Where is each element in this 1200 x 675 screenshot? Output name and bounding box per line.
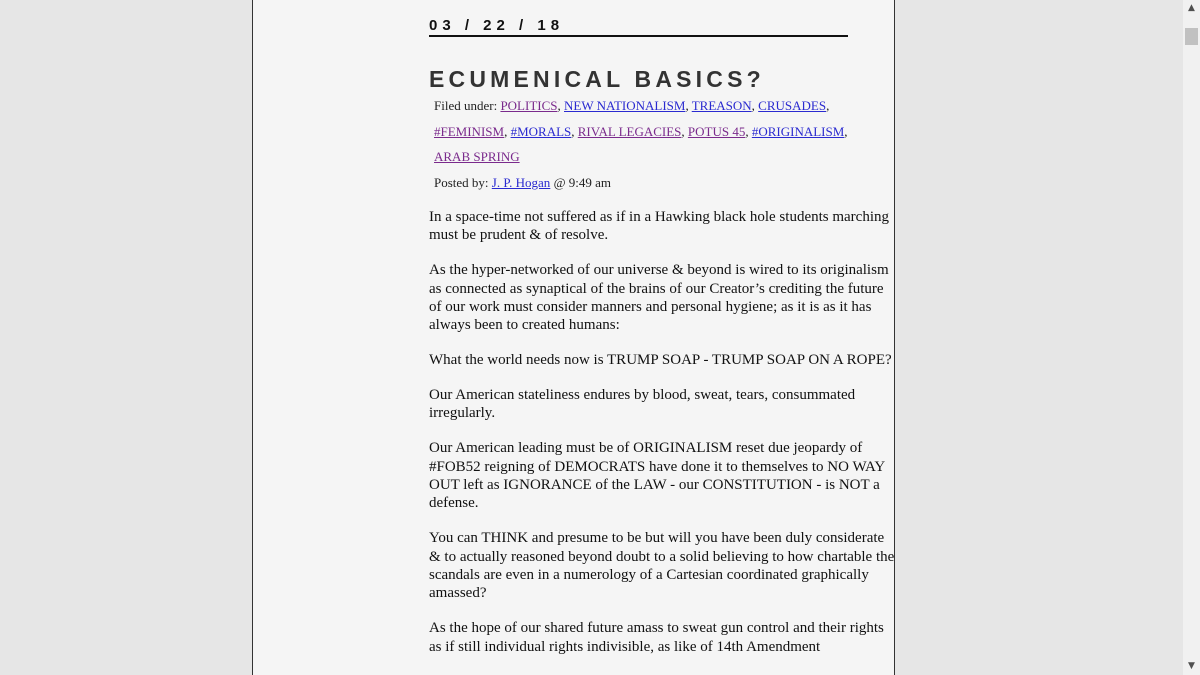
category-link-crusades[interactable]: CRUSADES: [758, 98, 827, 113]
posted-by: [434, 170, 889, 196]
post-paragraph: You can THINK and presume to be but will you have been duly considerate & to actually reasoned beyond doubt to a solid believing to how chartable the scandals are even in a numerology of a Cartesian coordinated graphically amassed?: [429, 530, 895, 602]
category-link-new-nationalism[interactable]: NEW NATIONALISM: [564, 98, 686, 113]
triangle-up-icon[interactable]: ▲: [1188, 3, 1195, 13]
post-paragraph: Our American leading must be of ORIGINALISM reset due jeopardy of #FOB52 reigning of DEMOCRATS have done it to themselves to NO WAY OUT left as IGNORANCE of the LAW - our CONSTITUTION - is NOT a defense.: [429, 440, 885, 512]
post-meta: [434, 93, 889, 195]
category-link-rival-legacies[interactable]: RIVAL LEGACIES: [577, 123, 682, 139]
posted-by-label: Posted by:: [434, 174, 489, 190]
triangle-down-icon[interactable]: ▼: [1188, 661, 1195, 671]
blog-page: [252, 0, 895, 675]
category-link-morals[interactable]: #MORALS: [510, 123, 572, 139]
post-paragraph: Our American stateliness endures by blood, sweat, tears, consummated irregularly.: [429, 387, 856, 422]
filed-under: Filed under: POLITICS, NEW NATIONALISM, TREASON, CRUSADES, #FEMINISM, #MORALS, RIVAL LEGACIES, POTUS 45, #ORIGINALISM, ARAB SPRING: [434, 98, 848, 164]
category-link-feminism[interactable]: #FEMINISM: [434, 123, 505, 139]
post-body: [429, 208, 895, 672]
post-time: @ 9:49 am: [553, 174, 612, 190]
vertical-scrollbar[interactable]: [1183, 0, 1200, 675]
post-paragraph: What the world needs now is TRUMP SOAP - TRUMP SOAP ON A ROPE?: [429, 352, 892, 369]
category-link-arab-spring[interactable]: ARAB SPRING: [434, 149, 520, 164]
category-link-politics[interactable]: POLITICS: [500, 98, 558, 113]
post-date: 03 / 22 / 18: [429, 17, 848, 37]
category-link-treason[interactable]: TREASON: [691, 98, 752, 113]
category-link-originalism[interactable]: #ORIGINALISM: [751, 123, 845, 139]
post-title: ECUMENICAL BASICS?: [429, 66, 765, 92]
filed-under-label: Filed under:: [434, 98, 498, 113]
author-link[interactable]: J. P. Hogan: [491, 174, 551, 190]
post-paragraph: In a space-time not suffered as if in a Hawking black hole students marching must be prudent & of resolve.: [429, 209, 889, 244]
category-link-potus-45[interactable]: POTUS 45: [687, 123, 746, 139]
scrollbar-thumb[interactable]: [1185, 28, 1198, 45]
post-paragraph: As the hope of our shared future amass to sweat gun control and their rights as if still individual rights indivisible, as like of 14th Amendment: [429, 620, 884, 655]
post-paragraph: As the hyper-networked of our universe & beyond is wired to its originalism as connected as synaptical of the brains of our Creator’s crediting the future of our work must consider manners and personal hygiene; as it is as it has always been to created humans:: [429, 262, 889, 334]
